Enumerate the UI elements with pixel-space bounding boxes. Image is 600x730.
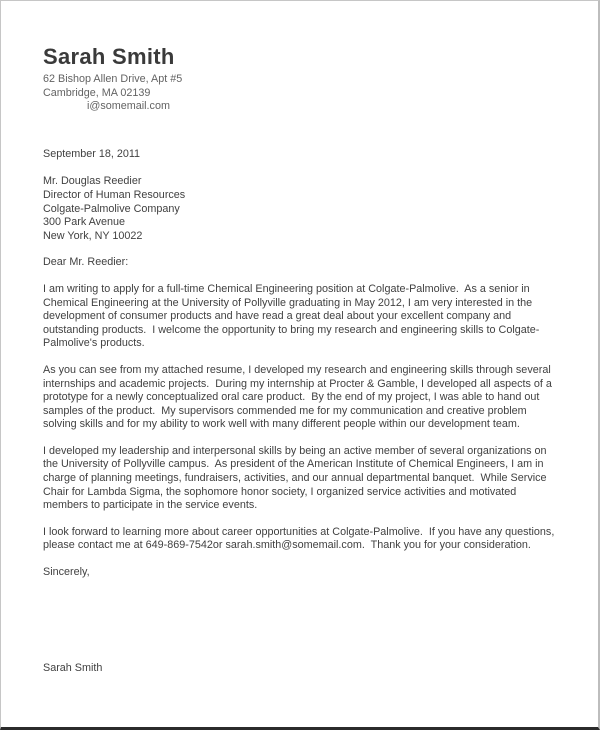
- recipient-title: Director of Human Resources: [43, 188, 186, 201]
- sender-name: Sarah Smith: [43, 44, 175, 69]
- sender-address-block: [43, 73, 560, 114]
- paragraph-leadership: I developed my leadership and interpersonal skills by being an active member of several organizations on the University of Pollyville campus. As president of the American Institute of Chemical Engineers, I am in charge of planning meetings, fundraisers, activities, and our annual departmental banquet. While Service Chair for Lambda Sigma, the sophomore honor society, I organized service activities and motivated members to participate in the service events.: [43, 444, 550, 512]
- paragraph-contact: I look forward to learning more about career opportunities at Colgate-Palmolive. If you have any questions, please contact me at 649-869-7542or sarah.smith@somemail.com. Thank you for your consideration.: [43, 525, 558, 552]
- closing: Sincerely,: [43, 566, 90, 579]
- paragraph-intro: I am writing to apply for a full-time Chemical Engineering position at Colgate-Palmolive. As a senior in Chemical Engineering at the University of Pollyville graduating in May 2012, I am very interested in the development of consumer products and have read a great deal about your excellent company and outstanding products. I welcome the opportunity to bring my research and engineering skills to Colgate-Palmolive's products.: [43, 282, 540, 350]
- paragraph-experience: As you can see from my attached resume, I developed my research and engineering skills through several internships and academic projects. During my internship at Procter & Gamble, I developed all aspects of a prototype for a newly conceptualized oral care product. By the end of my project, I was able to hand out samples of the product. My supervisors commended me for my communication and creative problem solving skills and for my ability to work well with many different people within our development team.: [43, 363, 555, 431]
- sender-address-line-2: Cambridge, MA 02139: [43, 86, 151, 99]
- salutation: Dear Mr. Reedier:: [43, 256, 129, 269]
- recipient-name: Mr. Douglas Reedier: [43, 175, 142, 188]
- recipient-block: [43, 175, 560, 243]
- letter-date: September 18, 2011: [43, 147, 141, 160]
- recipient-company: Colgate-Palmolive Company: [43, 202, 180, 215]
- recipient-street: 300 Park Avenue: [43, 216, 126, 229]
- recipient-city: New York, NY 10022: [43, 229, 143, 242]
- sender-email: i@somemail.com: [87, 100, 170, 113]
- signature-name: Sarah Smith: [43, 661, 103, 674]
- sender-address-line-1: 62 Bishop Allen Drive, Apt #5: [43, 73, 183, 85]
